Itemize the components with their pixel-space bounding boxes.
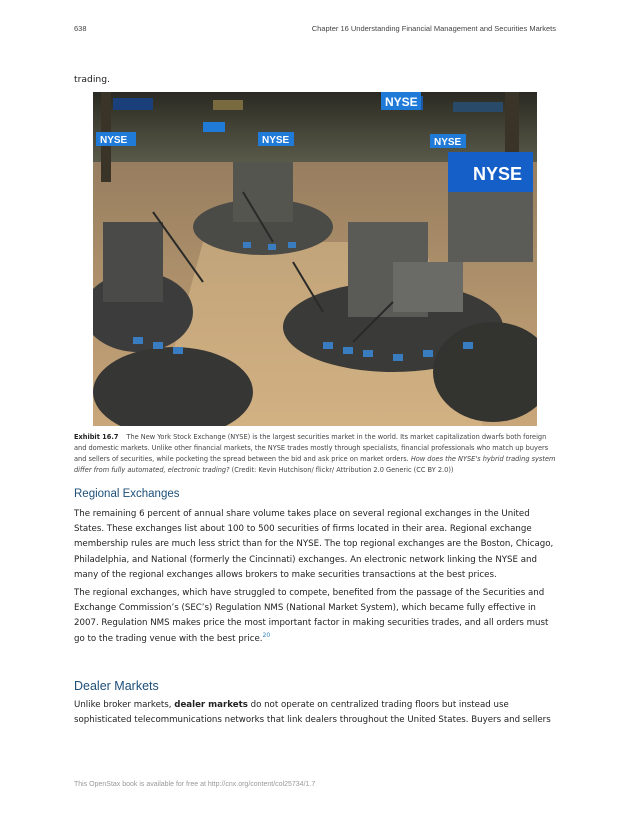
nyse-trading-floor-photo	[93, 92, 537, 426]
nyse-sign-label: NYSE	[262, 135, 290, 146]
caption-credit: (Credit: Kevin Hutchison/ flickr/ Attribution 2.0 Generic (CC BY 2.0))	[229, 466, 454, 474]
caption-text: The New York Stock Exchange (NYSE) is the largest securities market in the world. Its market capitalization dwarfs both foreign and domestic markets. Unlike other financial markets, the NYSE trades mostly through specialists, financial professionals who match up buyers and sellers of securities, while pocketing the spread between the bid and ask price on market orders.	[74, 433, 549, 463]
paragraph-regional-1: The remaining 6 percent of annual share volume takes place on several regional exchanges in the United States. These exchanges list about 100 to 500 securities of firms located in their area. Regional exchange membership rules are much less strict than for the NYSE. The top regional exchanges are the Boston, Chicago, Philadelphia, and National (formerly the Cincinnati) exchanges. An electronic network linking the NYSE and many of the regional exchanges allows brokers to make securities transactions at the best prices.	[74, 509, 554, 580]
paragraph-regional-2	[74, 586, 560, 647]
caption-label: Exhibit 16.7	[74, 433, 119, 441]
nyse-sign-label: NYSE	[100, 135, 128, 146]
lead-text: trading.	[74, 74, 110, 85]
page-header	[74, 24, 556, 38]
section-heading-dealer-markets: Dealer Markets	[74, 679, 159, 693]
paragraph-dealer-rest: do not operate on centralized trading floors but instead use sophisticated telecommunications networks that link dealers throughout the United States. Buyers and sellers	[74, 700, 551, 726]
page-number: 638	[74, 24, 87, 33]
paragraph-dealer-start: Unlike broker markets,	[74, 700, 175, 710]
paragraph-regional-2-text: The regional exchanges, which have struggled to compete, benefited from the passage of the Securities and Exchange Commission’s (SEC’s) Regulation NMS (National Market System), which became fully effective in 2007. Regulation NMS makes price the most important factor in making securities trades, and all orders must go to the trading venue with the best price.	[74, 588, 549, 644]
footnote-link[interactable]: 20	[262, 631, 271, 639]
paragraph-dealer-1	[74, 698, 560, 728]
nyse-sign-label: NYSE	[385, 95, 418, 109]
chapter-title: Chapter 16 Understanding Financial Management and Securities Markets	[311, 24, 556, 33]
nyse-sign-label: NYSE	[473, 164, 523, 184]
caption-question: How does the NYSE's hybrid trading system differ from fully automated, electronic trading?	[74, 455, 556, 474]
page-footer: This OpenStax book is available for free at http://cnx.org/content/col25734/1.7	[74, 781, 316, 788]
section-heading-regional-exchanges: Regional Exchanges	[74, 488, 180, 500]
figure-caption	[74, 432, 556, 476]
key-term-dealer-markets: dealer markets	[174, 700, 248, 710]
nyse-sign-label: NYSE	[434, 137, 462, 148]
